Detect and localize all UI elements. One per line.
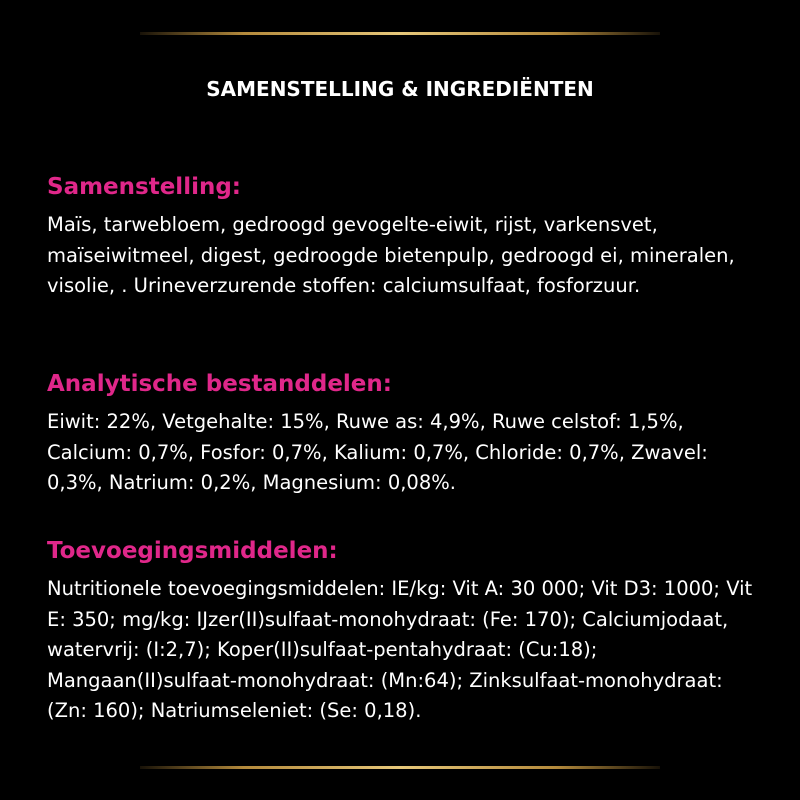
section-heading-toevoegingsmiddelen: Toevoegingsmiddelen: [47, 538, 338, 564]
section-samenstelling [47, 172, 767, 302]
section-analytische-bestanddelen [47, 369, 767, 499]
bottom-divider [140, 766, 660, 769]
section-heading-analytische-bestanddelen: Analytische bestanddelen: [47, 371, 392, 397]
section-toevoegingsmiddelen [47, 536, 767, 727]
section-text-toevoegingsmiddelen: Nutritionele toevoegingsmiddelen: IE/kg: Vit A: 30 000; Vit D3: 1000; Vit E: 350; mg/kg: IJzer(II)sulfaat-monohydraat: (Fe: 170); Calciumjodaat, watervrij: (I:2,7); Koper(II)sulfaat-pentahydraat: (Cu:18); Mangaan(II)sulfaat-monohydraat: (Mn:64); Zinksulfaat-monohydraat: (Zn: 160); Natriumseleniet: (Se: 0,18). [47, 577, 753, 722]
section-text-analytische-bestanddelen: Eiwit: 22%, Vetgehalte: 15%, Ruwe as: 4,9%, Ruwe celstof: 1,5%, Calcium: 0,7%, Fosfor: 0,7%, Kalium: 0,7%, Chloride: 0,7%, Zwavel: 0,3%, Natrium: 0,2%, Magnesium: 0,08%. [47, 410, 708, 494]
section-heading-samenstelling: Samenstelling: [47, 174, 241, 200]
section-text-samenstelling: Maïs, tarwebloem, gedroogd gevogelte-eiwit, rijst, varkensvet, maïseiwitmeel, digest, gedroogde bietenpulp, gedroogd ei, mineralen, visolie, . Urineverzurende stoffen: calciumsulfaat, fosforzuur. [47, 213, 735, 297]
page-title: SAMENSTELLING & INGREDIËNTEN [206, 77, 594, 102]
top-divider [140, 32, 660, 35]
